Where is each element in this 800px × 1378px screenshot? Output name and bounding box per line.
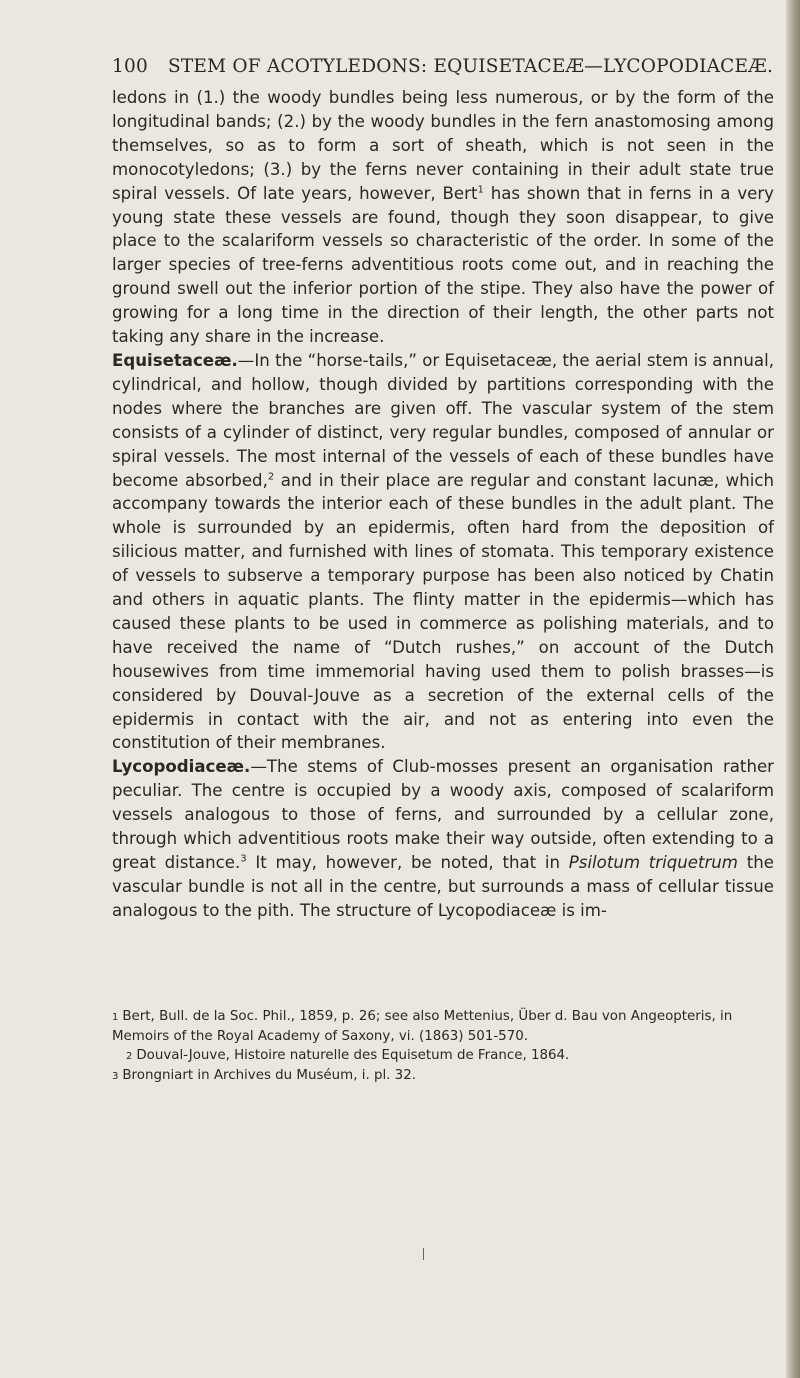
running-header [112,56,772,77]
paragraph-ferns: ledons in (1.) the woody bundles being less numerous, or by the form of the longitudinal bands; (2.) by the woody bundles in the fern anastomosing among themselves, so as to form a sort of sheath, which is not seen in the monocotyledons; (3.) by the ferns never containing in their adult state true spiral vessels. Of late years, however, Bert$^1$ has shown that in ferns in a very young state these vessels are found, though they soon disappear, to give place to the scalariform vessels so characteristic of the order. In some of the larger species of tree-ferns adventitious roots come out, and in reaching the ground swell out the inferior portion of the stipe. They also have the power of growing for a long time in the direction of their length, the other parts not taking any share in the increase. [112,88,775,347]
paragraph-lycopodiaceae: Lycopodiaceæ.—The stems of Club-mosses present an organisation rather peculiar. The centre is occupied by a woody axis, composed of scalariform vessels analogous to those of ferns, and surrounded by a cellular zone, through which adventitious roots make their way outside, often extending to a great distance.$^3$ It may, however, be noted, that in Psilotum triquetrum the vascular bundle is not all in the centre, but surrounds a mass of cellular tissue analogous to the pith. The structure of Lycopodiaceæ is im- [112,757,774,920]
footnote-1: 1 Bert, Bull. de la Soc. Phil., 1859, p. 26; see also Mettenius, Über d. Bau von Angeopteris, in Memoirs of the Royal Academy of Saxony, vi. (1863) 501-570. [112,1009,733,1044]
footnote-2: 2 Douval-Jouve, Histoire naturelle des Equisetum de France, 1864. [126,1048,570,1063]
section-heading-equisetaceae: Equisetaceæ. [112,350,238,370]
paragraph-equisetaceae: Equisetaceæ.—In the “horse-tails,” or Equisetaceæ, the aerial stem is annual, cylindrical, and hollow, though divided by partitions corresponding with the nodes where the branches are given off. The vascular system of the stem consists of a cylinder of distinct, very regular bundles, composed of annular or spiral vessels. The most internal of the vessels of each of these bundles have become absorbed,$^2$ and in their place are regular and constant lacunæ, which accompany towards the interior each of these bundles in the adult plant. The whole is surrounded by an epidermis, often hard from the deposition of silicious matter, and furnished with lines of stomata. This temporary existence of vessels to subserve a temporary purpose has been also noticed by Chatin and others in aquatic plants. The flinty matter in the epidermis—which has caused these plants to be used in commerce as polishing materials, and to have received the name of “Dutch rushes,” on account of the Dutch housewives from time immemorial having used them to polish brasses—is considered by Douval-Jouve as a secretion of the external cells of the epidermis in contact with the air, and not as entering into even the constitution of their membranes. [112,350,774,753]
footnote-ref-2: 2 [267,470,275,482]
section-heading-lycopodiaceae: Lycopodiaceæ. [112,757,251,777]
paper-mark [423,1248,424,1260]
footnote-ref-3: 3 [240,853,247,865]
species-name: Psilotum triquetrum [568,853,738,872]
running-title: STEM OF ACOTYLEDONS: EQUISETACEÆ—LYCOPODIACEÆ. [168,56,774,77]
page-edge-shadow [786,0,800,1378]
footnotes [112,1007,774,1086]
page-number: 100 [112,56,148,77]
footnote-ref-1: 1 [477,184,484,196]
body-text [112,86,774,923]
footnote-3: 3 Brongniart in Archives du Muséum, i. pl. 32. [112,1068,416,1083]
